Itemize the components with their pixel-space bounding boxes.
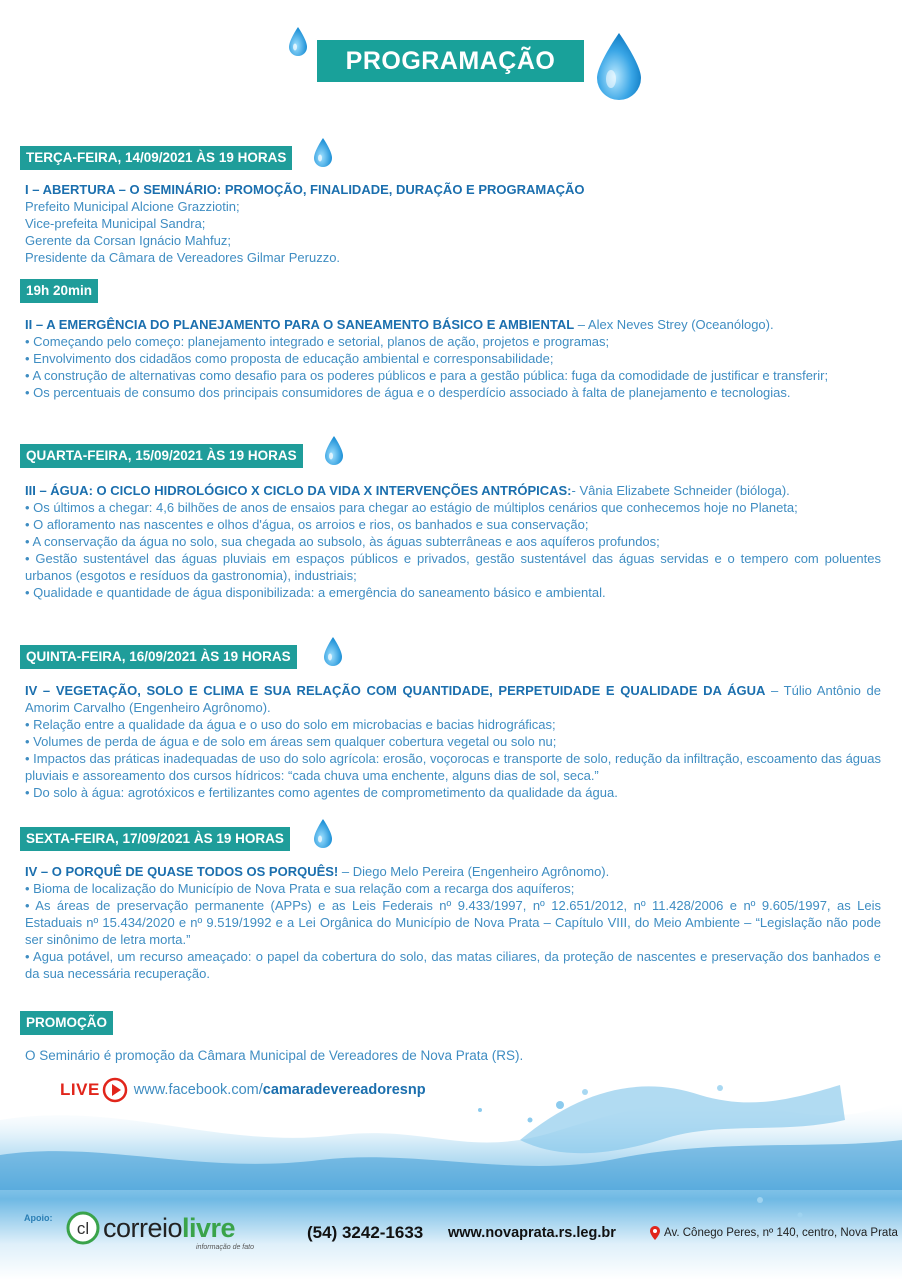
address: Av. Cônego Peres, nº 140, centro, Nova Prata	[650, 1226, 898, 1240]
svg-text:cl: cl	[76, 1219, 90, 1238]
location-pin-icon	[650, 1226, 660, 1240]
list-item: • Impactos das práticas inadequadas de uso do solo agrícola: erosão, voçorocas e transporte de solo, redução da infiltração, escoamento das águas pluviais e assoreamento dos cursos hídricos: “cada chuva uma enchente, alguns dias de sol, seca.”	[25, 751, 881, 783]
section-agua	[25, 482, 881, 601]
list-item: • Gestão sustentável das águas pluviais em espaços públicos e privados, gestão sustentável das águas servidas e o tempero com poluentes urbanos (esgotos e resíduos da gastronomia), industriais;	[25, 551, 881, 583]
water-drop-icon	[323, 435, 345, 467]
day-bar-tuesday: TERÇA-FEIRA, 14/09/2021 ÀS 19 HORAS	[20, 146, 292, 170]
day-bar-wednesday: QUARTA-FEIRA, 15/09/2021 ÀS 19 HORAS	[20, 444, 303, 468]
section-emergencia	[25, 316, 881, 401]
list-item: • Do solo à água: agrotóxicos e fertilizantes como agentes de comprometimento da qualidade da água.	[25, 785, 618, 800]
correio-livre-logo: cl correiolivre informação de fato	[66, 1211, 235, 1245]
day-bar-thursday: QUINTA-FEIRA, 16/09/2021 ÀS 19 HORAS	[20, 645, 297, 669]
list-item: • Os percentuais de consumo dos principais consumidores de água e o desperdício associado à falta de planejamento e tecnologias.	[25, 385, 791, 400]
list-item: • Começando pelo começo: planejamento integrado e setorial, planos de ação, projetos e programas;	[25, 334, 610, 349]
section-heading: IV – VEGETAÇÃO, SOLO E CLIMA E SUA RELAÇÃO COM QUANTIDADE, PERPETUIDADE E QUALIDADE DA ÁGUA	[25, 683, 766, 698]
speaker: – Túlio Antônio de Amorim Carvalho (Engenheiro Agrônomo).	[25, 683, 881, 715]
section-abertura	[25, 181, 881, 266]
list-item: Presidente da Câmara de Vereadores Gilmar Peruzzo.	[25, 250, 341, 265]
live-link[interactable]	[60, 1076, 426, 1104]
water-drop-icon	[594, 32, 644, 102]
play-icon	[102, 1077, 128, 1103]
list-item: Vice-prefeita Municipal Sandra;	[25, 216, 206, 231]
water-drop-icon	[312, 818, 334, 850]
live-label: LIVE	[60, 1080, 100, 1099]
website[interactable]: www.novaprata.rs.leg.br	[448, 1225, 616, 1241]
list-item: • Bioma de localização do Município de Nova Prata e sua relação com a recarga dos aquíferos;	[25, 881, 575, 896]
list-item: • Qualidade e quantidade de água disponibilizada: a emergência do saneamento básico e ambiental.	[25, 585, 606, 600]
speaker: - Vânia Elizabete Schneider (bióloga).	[571, 483, 790, 498]
time-bar: 19h 20min	[20, 279, 98, 303]
promo-text: O Seminário é promoção da Câmara Municipal de Vereadores de Nova Prata (RS).	[25, 1048, 524, 1063]
list-item: • Relação entre a qualidade da água e o uso do solo em microbacias e bacias hidrográficas;	[25, 717, 556, 732]
section-heading: III – ÁGUA: O CICLO HIDROLÓGICO X CICLO DA VIDA X INTERVENÇÕES ANTRÓPICAS:	[25, 483, 572, 498]
water-drop-icon	[322, 636, 344, 668]
section-vegetacao	[25, 682, 881, 801]
water-drop-icon	[287, 26, 309, 58]
list-item: • Envolvimento dos cidadãos como proposta de educação ambiental e corresponsabilidade;	[25, 351, 554, 366]
speaker: – Diego Melo Pereira (Engenheiro Agrônomo).	[338, 864, 610, 879]
speaker: – Alex Neves Strey (Oceanólogo).	[574, 317, 774, 332]
section-porque	[25, 863, 881, 982]
list-item: • Os últimos a chegar: 4,6 bilhões de anos de ensaios para chegar ao estágio de múltiplos cenários que conhecemos hoje no Planeta;	[25, 500, 798, 515]
water-drop-icon	[312, 137, 334, 169]
list-item: • Volumes de perda de água e de solo em áreas sem qualquer cobertura vegetal ou solo nu;	[25, 734, 557, 749]
cl-logo-icon	[66, 1211, 100, 1245]
title-area	[0, 34, 902, 104]
section-heading: II – A EMERGÊNCIA DO PLANEJAMENTO PARA O SANEAMENTO BÁSICO E AMBIENTAL	[25, 317, 575, 332]
apoio-label: Apoio:	[24, 1213, 53, 1223]
list-item: • A construção de alternativas como desafio para os poderes públicos e para a gestão pública: fuga da comodidade de justificar e transferir;	[25, 368, 829, 383]
day-bar-friday: SEXTA-FEIRA, 17/09/2021 ÀS 19 HORAS	[20, 827, 290, 851]
list-item: • Agua potável, um recurso ameaçado: o papel da cobertura do solo, das matas ciliares, da proteção de nascentes e preservação dos banhados e da sua necessária recuperação.	[25, 949, 881, 981]
section-heading: I – ABERTURA – O SEMINÁRIO: PROMOÇÃO, FINALIDADE, DURAÇÃO E PROGRAMAÇÃO	[25, 182, 585, 197]
page-title: PROGRAMAÇÃO	[317, 40, 584, 82]
promo-bar: PROMOÇÃO	[20, 1011, 113, 1035]
list-item: Prefeito Municipal Alcione Grazziotin;	[25, 199, 240, 214]
list-item: • As áreas de preservação permanente (APPs) e as Leis Federais nº 9.433/1997, nº 12.651/2012, nº 11.428/2006 e nº 9.605/1997, as Leis Estaduais nº 15.434/2020 e nº 9.519/1992 e a Lei Orgânica do Município de Nova Prata – Capítulo VIII, do Meio Ambiente – “Legislação não pode ser sinônimo de letra morta.”	[25, 898, 881, 947]
facebook-url[interactable]: www.facebook.com/camaradevereadoresnp	[133, 1082, 426, 1098]
phone-number: (54) 3242-1633	[307, 1223, 424, 1242]
list-item: Gerente da Corsan Ignácio Mahfuz;	[25, 233, 231, 248]
list-item: • O afloramento nas nascentes e olhos d'água, os arroios e rios, os banhados e sua conservação;	[25, 517, 589, 532]
section-heading: IV – O PORQUÊ DE QUASE TODOS OS PORQUÊS!	[25, 864, 339, 879]
footer	[0, 1205, 902, 1265]
list-item: • A conservação da água no solo, sua chegada ao subsolo, às águas subterrâneas e aos aquíferos profundos;	[25, 534, 660, 549]
